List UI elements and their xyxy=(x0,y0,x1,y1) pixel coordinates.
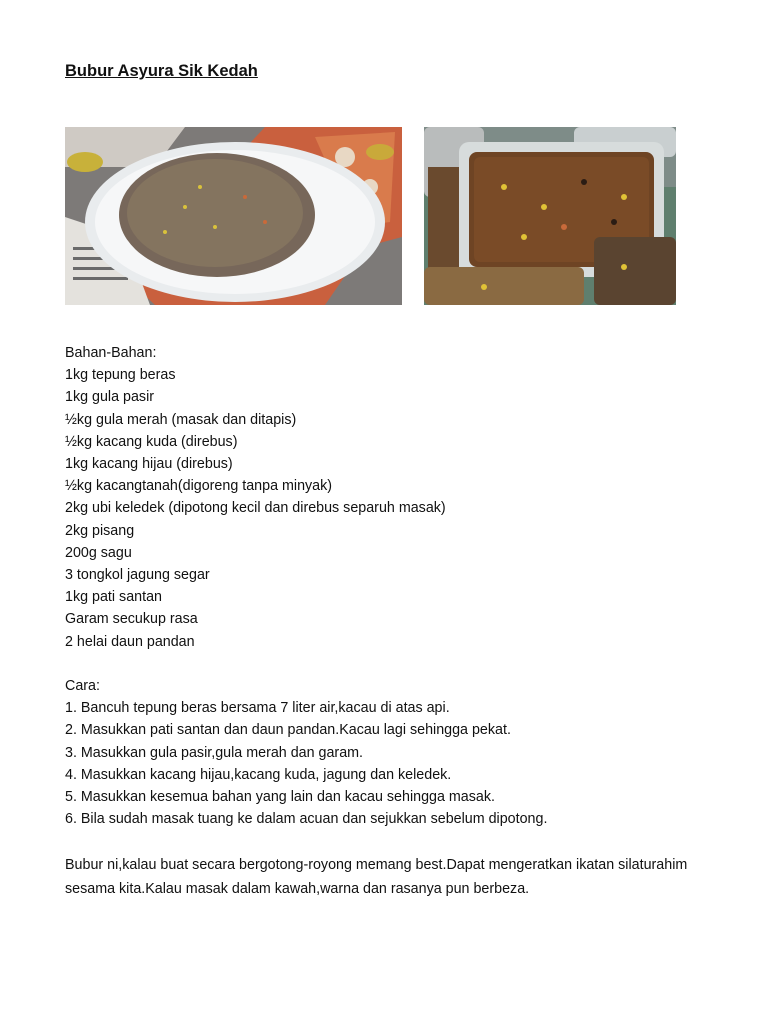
method-step: 6. Bila sudah masak tuang ke dalam acuan dan sejukkan sebelum dipotong. xyxy=(65,811,548,828)
ingredients-heading: Bahan-Bahan: xyxy=(65,345,157,361)
method-step: 5. Masukkan kesemua bahan yang lain dan kacau sehingga masak. xyxy=(65,789,495,806)
recipe-title: Bubur Asyura Sik Kedah xyxy=(65,62,258,80)
ingredient-item: 200g sagu xyxy=(65,544,132,561)
ingredient-item: 2 helai daun pandan xyxy=(65,633,195,650)
ingredient-item: 3 tongkol jagung segar xyxy=(65,567,210,584)
ingredient-item: 1kg pati santan xyxy=(65,589,162,606)
recipe-body xyxy=(65,342,705,902)
ingredient-item: ½kg kacangtanah(digoreng tanpa minyak) xyxy=(65,478,333,495)
method-heading: Cara: xyxy=(65,678,100,695)
ingredient-item: 1kg kacang hijau (direbus) xyxy=(65,456,233,473)
ingredient-item: Garam secukup rasa xyxy=(65,611,198,628)
method-step: 2. Masukkan pati santan dan daun pandan.Kacau lagi sehingga pekat. xyxy=(65,722,511,739)
method-step: 1. Bancuh tepung beras bersama 7 liter air,kacau di atas api. xyxy=(65,700,450,717)
photo-bubur-in-bowl xyxy=(65,127,402,305)
ingredient-item: ½kg gula merah (masak dan ditapis) xyxy=(65,411,297,428)
closing-paragraph: Bubur ni,kalau buat secara bergotong-royong memang best.Dapat mengeratkan ikatan silaturahim sesama kita.Kalau masak dalam kawah,warna dan rasanya pun berbeza. xyxy=(65,856,688,898)
ingredient-item: ½kg kacang kuda (direbus) xyxy=(65,433,238,450)
ingredient-item: 2kg ubi keledek (dipotong kecil dan direbus separuh masak) xyxy=(65,500,446,517)
ingredient-item: 2kg pisang xyxy=(65,522,135,539)
ingredient-item: 1kg tepung beras xyxy=(65,367,176,384)
method-steps xyxy=(65,697,705,830)
method-step: 3. Masukkan gula pasir,gula merah dan garam. xyxy=(65,744,364,761)
ingredient-item: 1kg gula pasir xyxy=(65,389,155,406)
ingredients-list xyxy=(65,364,705,653)
method-step: 4. Masukkan kacang hijau,kacang kuda, jagung dan keledek. xyxy=(65,766,452,783)
photo-bubur-in-containers xyxy=(424,127,676,305)
